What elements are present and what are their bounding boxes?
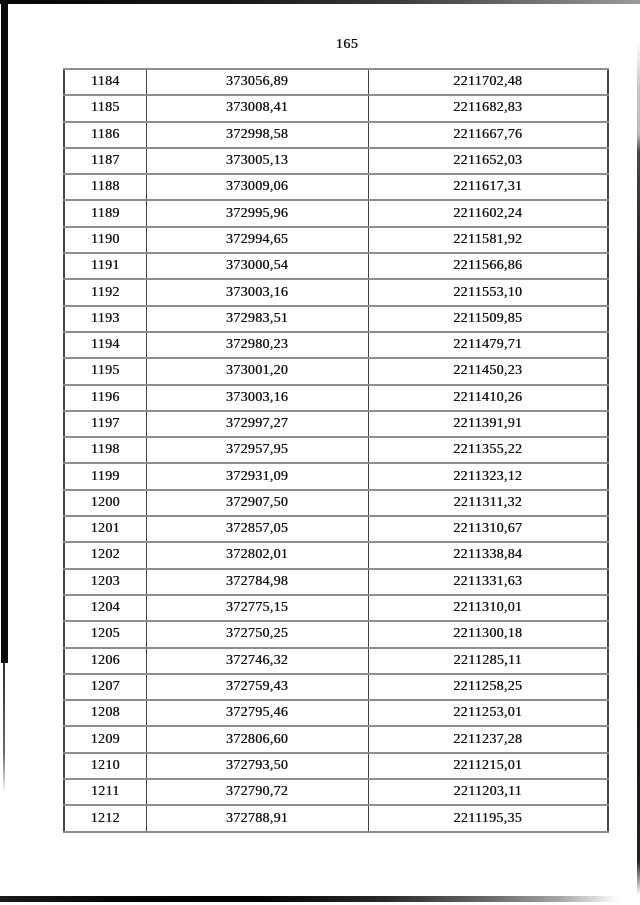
row-index-cell: 1196 <box>64 385 146 411</box>
x-value-cell: 373000,54 <box>146 253 368 279</box>
x-value-cell: 372788,91 <box>146 805 368 832</box>
table-row <box>64 753 608 779</box>
table-row <box>64 463 608 489</box>
y-value-cell: 2211258,25 <box>368 674 608 700</box>
x-value-cell: 372775,15 <box>146 595 368 621</box>
y-value-cell: 2211450,23 <box>368 358 608 384</box>
table-row <box>64 674 608 700</box>
row-index-cell: 1193 <box>64 306 146 332</box>
x-value-cell: 372931,09 <box>146 463 368 489</box>
row-index-cell: 1204 <box>64 595 146 621</box>
x-value-cell: 372983,51 <box>146 306 368 332</box>
table-row <box>64 542 608 568</box>
y-value-cell: 2211509,85 <box>368 306 608 332</box>
table-row <box>64 148 608 174</box>
x-value-cell: 372994,65 <box>146 227 368 253</box>
y-value-cell: 2211602,24 <box>368 200 608 226</box>
row-index-cell: 1192 <box>64 279 146 305</box>
coordinates-table-body <box>64 69 608 832</box>
y-value-cell: 2211285,11 <box>368 648 608 674</box>
x-value-cell: 372857,05 <box>146 516 368 542</box>
row-index-cell: 1194 <box>64 332 146 358</box>
y-value-cell: 2211617,31 <box>368 174 608 200</box>
y-value-cell: 2211237,28 <box>368 726 608 752</box>
row-index-cell: 1188 <box>64 174 146 200</box>
table-row <box>64 569 608 595</box>
row-index-cell: 1207 <box>64 674 146 700</box>
y-value-cell: 2211553,10 <box>368 279 608 305</box>
y-value-cell: 2211311,32 <box>368 490 608 516</box>
row-index-cell: 1205 <box>64 621 146 647</box>
row-index-cell: 1203 <box>64 569 146 595</box>
x-value-cell: 372980,23 <box>146 332 368 358</box>
x-value-cell: 372997,27 <box>146 411 368 437</box>
x-value-cell: 373008,41 <box>146 95 368 121</box>
row-index-cell: 1197 <box>64 411 146 437</box>
x-value-cell: 372995,96 <box>146 200 368 226</box>
x-value-cell: 372795,46 <box>146 700 368 726</box>
table-row <box>64 122 608 148</box>
table-row <box>64 279 608 305</box>
row-index-cell: 1212 <box>64 805 146 832</box>
x-value-cell: 373056,89 <box>146 69 368 95</box>
row-index-cell: 1190 <box>64 227 146 253</box>
table-row <box>64 621 608 647</box>
x-value-cell: 373003,16 <box>146 385 368 411</box>
y-value-cell: 2211652,03 <box>368 148 608 174</box>
row-index-cell: 1189 <box>64 200 146 226</box>
row-index-cell: 1195 <box>64 358 146 384</box>
table-row <box>64 595 608 621</box>
scan-edge-left-artifact <box>1 0 8 663</box>
row-index-cell: 1202 <box>64 542 146 568</box>
y-value-cell: 2211310,01 <box>368 595 608 621</box>
table-row <box>64 253 608 279</box>
row-index-cell: 1185 <box>64 95 146 121</box>
x-value-cell: 372998,58 <box>146 122 368 148</box>
table-row <box>64 437 608 463</box>
table-row <box>64 306 608 332</box>
page-number: 165 <box>335 37 359 52</box>
x-value-cell: 372746,32 <box>146 648 368 674</box>
x-value-cell: 372793,50 <box>146 753 368 779</box>
table-row <box>64 726 608 752</box>
y-value-cell: 2211391,91 <box>368 411 608 437</box>
y-value-cell: 2211566,86 <box>368 253 608 279</box>
row-index-cell: 1191 <box>64 253 146 279</box>
table-row <box>64 779 608 805</box>
y-value-cell: 2211300,18 <box>368 621 608 647</box>
x-value-cell: 372806,60 <box>146 726 368 752</box>
x-value-cell: 372802,01 <box>146 542 368 568</box>
y-value-cell: 2211479,71 <box>368 332 608 358</box>
table-row <box>64 174 608 200</box>
x-value-cell: 372907,50 <box>146 490 368 516</box>
row-index-cell: 1187 <box>64 148 146 174</box>
y-value-cell: 2211702,48 <box>368 69 608 95</box>
row-index-cell: 1208 <box>64 700 146 726</box>
row-index-cell: 1200 <box>64 490 146 516</box>
table-row <box>64 358 608 384</box>
scan-edge-top-artifact <box>0 0 640 4</box>
row-index-cell: 1201 <box>64 516 146 542</box>
table-row <box>64 227 608 253</box>
table-row <box>64 332 608 358</box>
x-value-cell: 372750,25 <box>146 621 368 647</box>
row-index-cell: 1206 <box>64 648 146 674</box>
y-value-cell: 2211410,26 <box>368 385 608 411</box>
scan-edge-bottom-artifact <box>0 896 620 902</box>
table-row <box>64 490 608 516</box>
y-value-cell: 2211310,67 <box>368 516 608 542</box>
table-row <box>64 95 608 121</box>
table-row <box>64 805 608 832</box>
x-value-cell: 373001,20 <box>146 358 368 384</box>
row-index-cell: 1211 <box>64 779 146 805</box>
table-row <box>64 648 608 674</box>
y-value-cell: 2211323,12 <box>368 463 608 489</box>
row-index-cell: 1210 <box>64 753 146 779</box>
x-value-cell: 373003,16 <box>146 279 368 305</box>
table-row <box>64 411 608 437</box>
row-index-cell: 1209 <box>64 726 146 752</box>
y-value-cell: 2211215,01 <box>368 753 608 779</box>
y-value-cell: 2211338,84 <box>368 542 608 568</box>
table-row <box>64 516 608 542</box>
y-value-cell: 2211667,76 <box>368 122 608 148</box>
x-value-cell: 373009,06 <box>146 174 368 200</box>
y-value-cell: 2211331,63 <box>368 569 608 595</box>
table-row <box>64 700 608 726</box>
row-index-cell: 1198 <box>64 437 146 463</box>
y-value-cell: 2211355,22 <box>368 437 608 463</box>
row-index-cell: 1186 <box>64 122 146 148</box>
row-index-cell: 1184 <box>64 69 146 95</box>
y-value-cell: 2211682,83 <box>368 95 608 121</box>
y-value-cell: 2211581,92 <box>368 227 608 253</box>
x-value-cell: 372957,95 <box>146 437 368 463</box>
x-value-cell: 372784,98 <box>146 569 368 595</box>
row-index-cell: 1199 <box>64 463 146 489</box>
x-value-cell: 373005,13 <box>146 148 368 174</box>
table-row <box>64 69 608 95</box>
scan-edge-right-artifact <box>637 40 640 895</box>
x-value-cell: 372790,72 <box>146 779 368 805</box>
y-value-cell: 2211203,11 <box>368 779 608 805</box>
y-value-cell: 2211253,01 <box>368 700 608 726</box>
scan-edge-left-fade-artifact <box>3 663 5 793</box>
table-row <box>64 200 608 226</box>
y-value-cell: 2211195,35 <box>368 805 608 832</box>
x-value-cell: 372759,43 <box>146 674 368 700</box>
coordinates-table <box>63 68 609 833</box>
table-row <box>64 385 608 411</box>
